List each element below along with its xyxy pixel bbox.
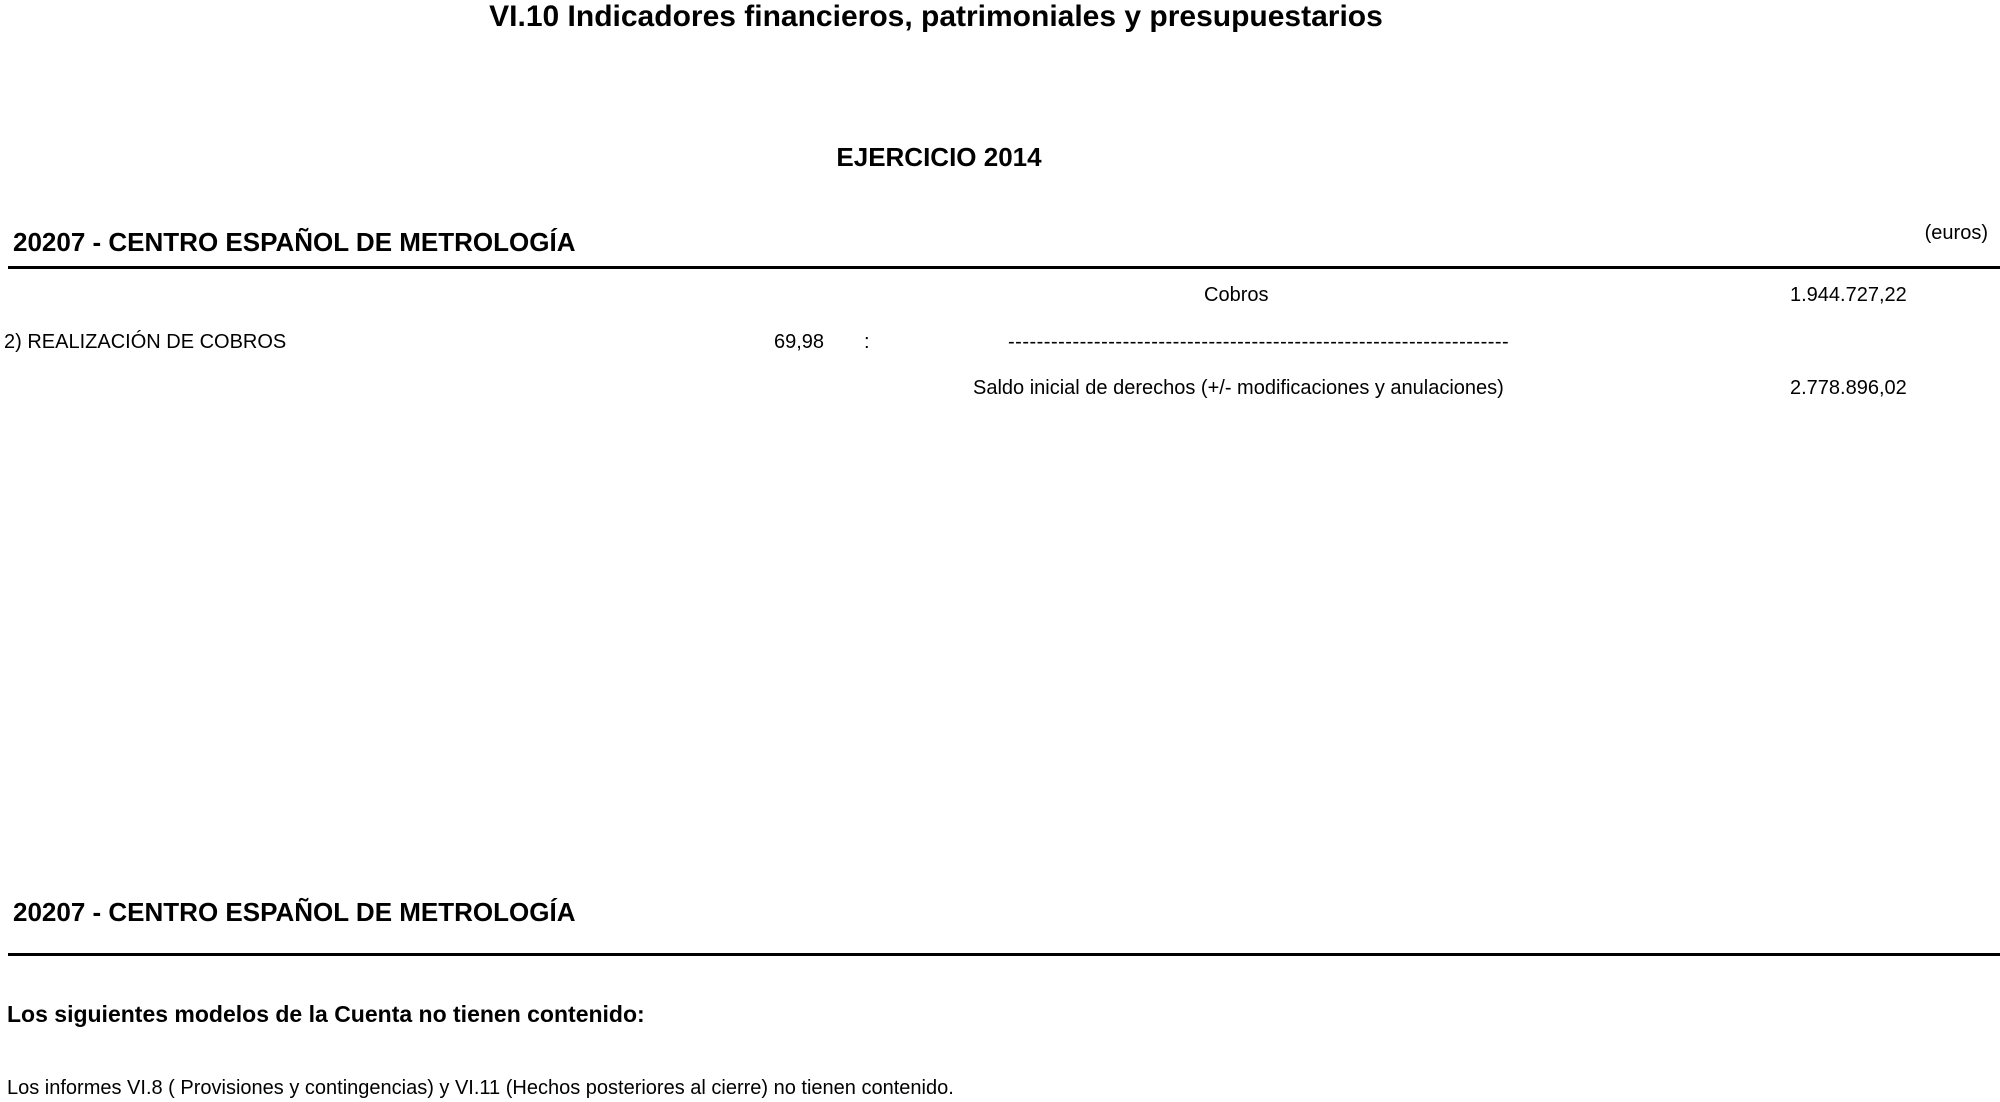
units-label: (euros) (1924, 222, 1988, 244)
footer-divider (8, 953, 2000, 956)
section-divider (8, 266, 2000, 269)
numerator-label: Cobros (1204, 284, 1269, 306)
numerator-value: 1.944.727,22 (1790, 284, 1907, 306)
indicator-separator: : (864, 331, 870, 353)
denominator-value: 2.778.896,02 (1790, 377, 1907, 399)
indicator-label: 2) REALIZACIÓN DE COBROS (4, 331, 287, 353)
empty-models-text: Los informes VI.8 ( Provisiones y contingencias) y VI.11 (Hechos posteriores al cierre) no tienen contenido. (7, 1077, 954, 1099)
report-title: VI.10 Indicadores financieros, patrimoniales y presupuestarios (489, 0, 1383, 33)
exercise-year: EJERCICIO 2014 (836, 142, 1042, 172)
fraction-line: ---------------------------------------------------------------------- (1008, 331, 1510, 353)
footer-entity-heading: 20207 - CENTRO ESPAÑOL DE METROLOGÍA (13, 897, 576, 927)
entity-heading: 20207 - CENTRO ESPAÑOL DE METROLOGÍA (13, 227, 576, 257)
indicator-value: 69,98 (774, 331, 825, 353)
denominator-label: Saldo inicial de derechos (+/- modificaciones y anulaciones) (973, 377, 1504, 399)
empty-models-heading: Los siguientes modelos de la Cuenta no tienen contenido: (7, 1001, 645, 1027)
